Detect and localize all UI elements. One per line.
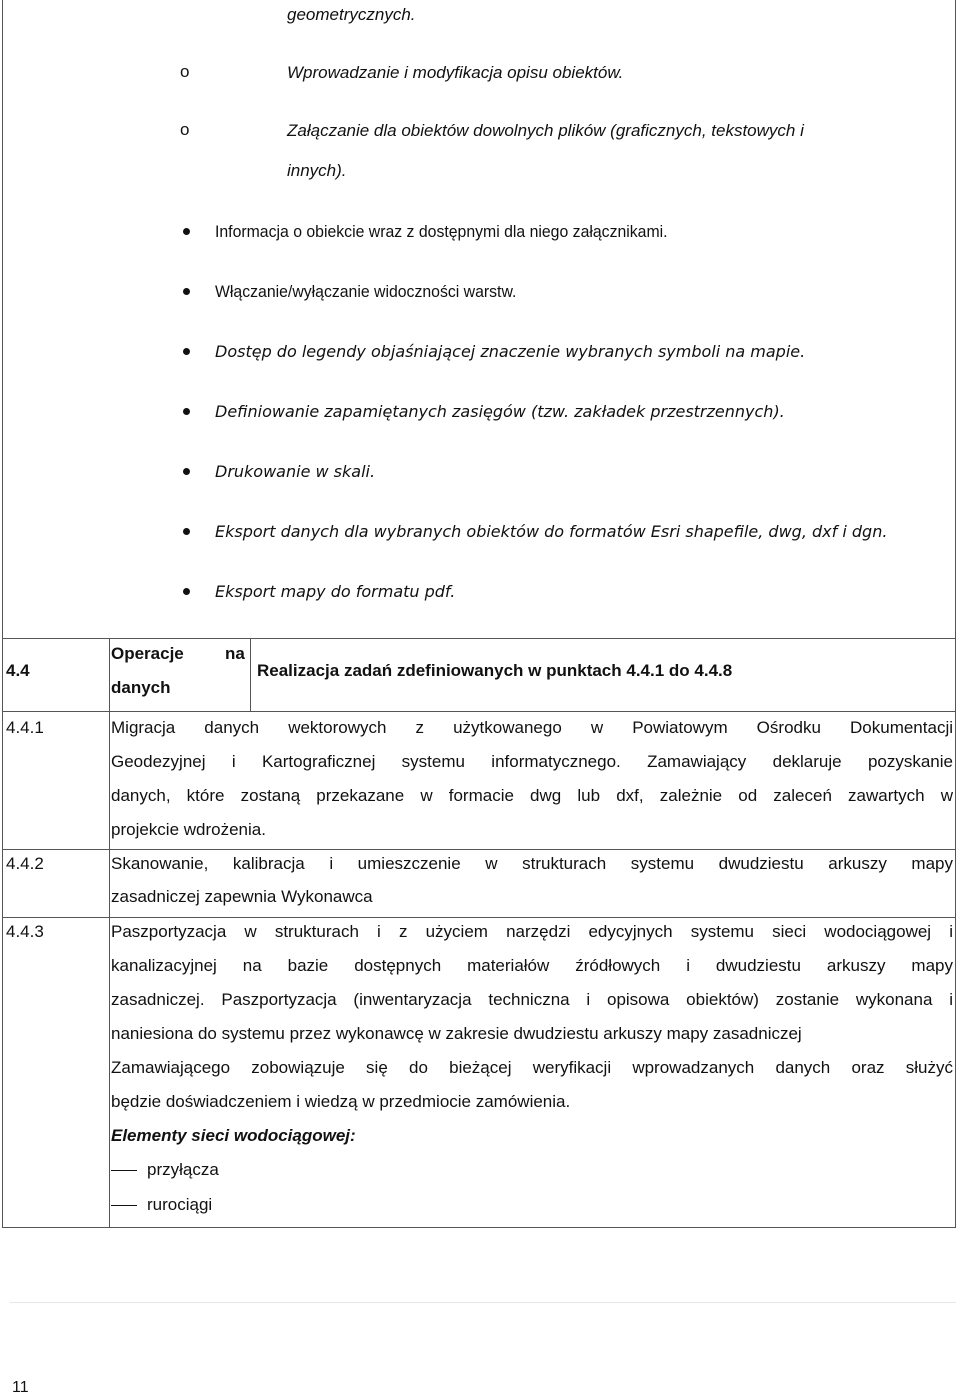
table-row-border <box>2 849 956 850</box>
row-label: na <box>225 644 245 663</box>
page-number: 11 <box>12 1379 29 1396</box>
dash-marker <box>111 1205 137 1206</box>
bullet-dot <box>183 468 190 475</box>
table-row-border <box>2 1227 956 1228</box>
row-text-line: danych, które zostaną przekazane w formacie dwg lub dxf, zależnie od zaleceń zawartych w <box>111 786 953 805</box>
bullet-item: Drukowanie w skali. <box>215 462 376 481</box>
table-row-border <box>2 917 956 918</box>
table-label-divider <box>250 638 251 711</box>
bullet-item: Dostęp do legendy objaśniającej znaczenie wybranych symboli na mapie. <box>215 342 806 361</box>
bullet-dot <box>183 588 190 595</box>
circle-bullet-marker: o <box>180 120 190 139</box>
sub-item: Wprowadzanie i modyfikacja opisu obiektów. <box>287 63 624 82</box>
row-text-line: Skanowanie, kalibracja i umieszczenie w strukturach systemu dwudziestu arkuszy mapy <box>111 854 953 873</box>
bullet-dot <box>183 348 190 355</box>
row-number: 4.4 <box>6 661 30 680</box>
circle-bullet-marker: o <box>180 62 190 81</box>
row-text-line: kanalizacyjnej na bazie dostępnych materiałów źródłowych i dwudziestu arkuszy mapy <box>111 956 953 975</box>
row-text-line: projekcie wdrożenia. <box>111 820 266 839</box>
bullet-item: Definiowanie zapamiętanych zasięgów (tzw. zakładek przestrzennych). <box>215 402 785 421</box>
table-row-border <box>2 638 956 639</box>
table-right-border <box>955 0 956 1227</box>
row-text-line: Paszportyzacja w strukturach i z użyciem narzędzi edycyjnych systemu sieci wodociągowej i <box>111 922 953 941</box>
row-number: 4.4.3 <box>6 922 44 941</box>
row-number: 4.4.2 <box>6 854 44 873</box>
bullet-dot <box>183 228 190 235</box>
bullet-item: Eksport mapy do formatu pdf. <box>215 582 456 601</box>
sub-item: innych). <box>287 161 347 180</box>
row-text-line: Migracja danych wektorowych z użytkowanego w Powiatowym Ośrodku Dokumentacji <box>111 718 953 737</box>
table-left-border <box>2 0 3 1227</box>
section-heading: Elementy sieci wodociągowej: <box>111 1126 356 1145</box>
row-text-line: naniesiona do systemu przez wykonawcę w zakresie dwudziestu arkuszy mapy zasadniczej <box>111 1024 802 1043</box>
sub-item-continuation: geometrycznych. <box>287 5 416 24</box>
table-row-border <box>2 711 956 712</box>
row-text-line: Zamawiającego zobowiązuje się do bieżącej weryfikacji wprowadzanych danych oraz służyć <box>111 1058 953 1077</box>
row-text-line: zasadniczej. Paszportyzacja (inwentaryzacja techniczna i opisowa obiektów) zostanie wykonana i <box>111 990 953 1009</box>
bullet-item: Informacja o obiekcie wraz z dostępnymi dla niego załącznikami. <box>215 222 668 241</box>
row-description: Realizacja zadań zdefiniowanych w punktach 4.4.1 do 4.4.8 <box>257 661 733 680</box>
dash-marker <box>111 1170 137 1171</box>
footer-separator <box>10 1302 956 1303</box>
bullet-dot <box>183 408 190 415</box>
sub-item: Załączanie dla obiektów dowolnych plików (graficznych, tekstowych i <box>287 121 804 140</box>
row-label: danych <box>111 678 171 697</box>
row-text-line: będzie doświadczeniem i wiedzą w przedmiocie zamówienia. <box>111 1092 571 1111</box>
row-label: Operacje <box>111 644 184 663</box>
row-text-line: zasadniczej zapewnia Wykonawca <box>111 887 373 906</box>
bullet-dot <box>183 288 190 295</box>
bullet-dot <box>183 528 190 535</box>
list-item: rurociągi <box>147 1195 213 1214</box>
table-column-divider <box>109 638 110 1227</box>
row-text-line: Geodezyjnej i Kartograficznej systemu informatycznego. Zamawiający deklaruje pozyskanie <box>111 752 953 771</box>
list-item: przyłącza <box>147 1160 219 1179</box>
bullet-item: Eksport danych dla wybranych obiektów do formatów Esri shapefile, dwg, dxf i dgn. <box>215 522 888 541</box>
bullet-item: Włączanie/wyłączanie widoczności warstw. <box>215 282 517 301</box>
row-number: 4.4.1 <box>6 718 44 737</box>
